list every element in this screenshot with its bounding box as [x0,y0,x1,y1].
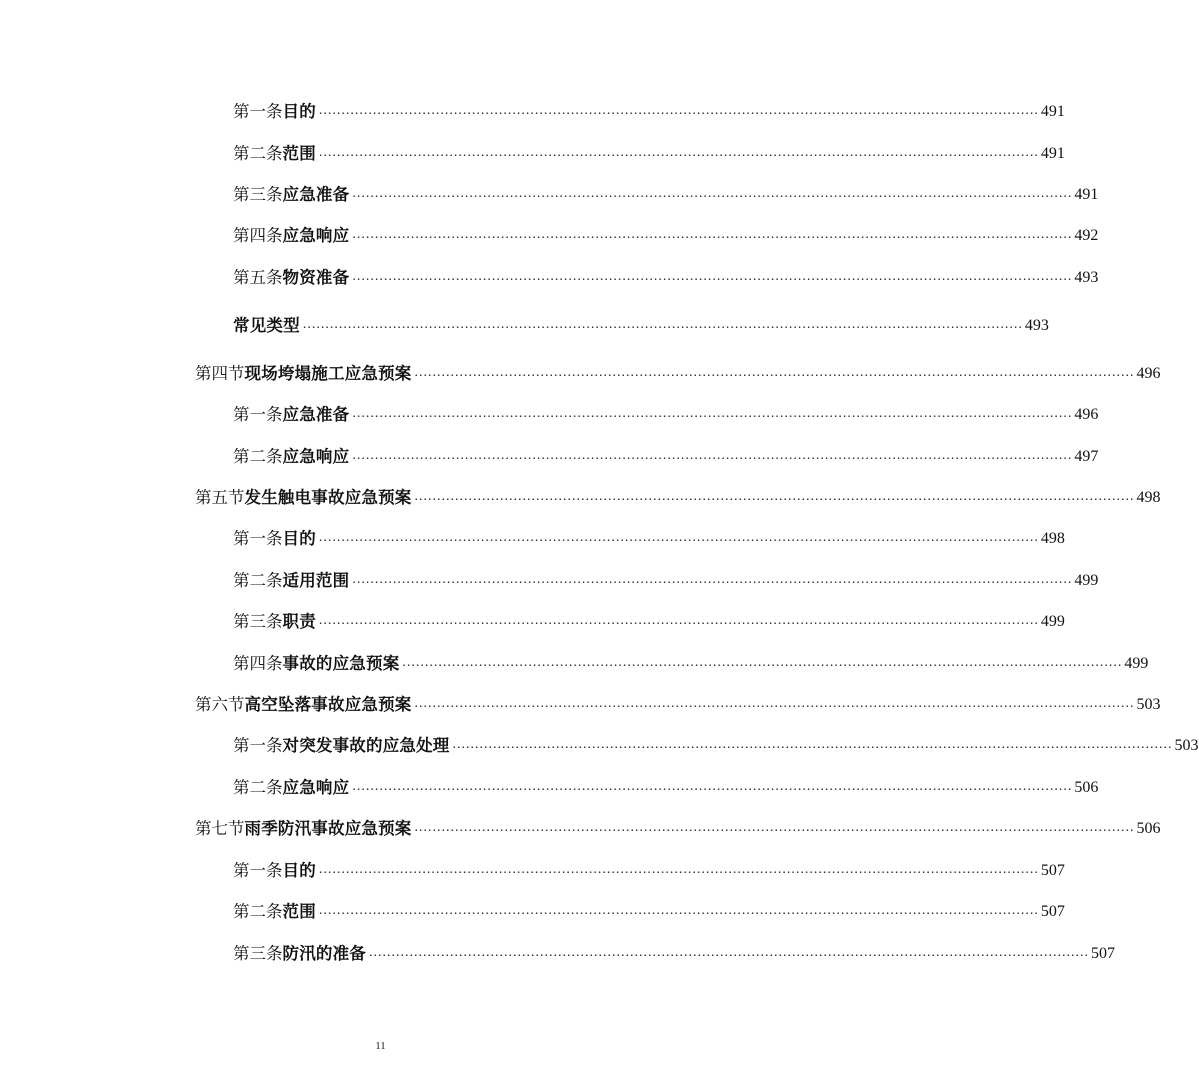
toc-entry-prefix: 第五节 [195,488,245,507]
toc-entry[interactable] [233,857,1065,881]
toc-entry-prefix: 第一条 [233,102,283,121]
toc-entry-prefix: 第三条 [233,944,283,963]
toc-entry-prefix: 第七节 [195,819,245,838]
toc-entry-prefix: 第一条 [233,861,283,880]
toc-entry-page: 499 [1074,572,1099,589]
toc-entry[interactable] [233,898,1065,922]
toc-entry[interactable] [195,815,1161,839]
toc-entry-prefix: 第三条 [233,185,283,204]
dot-leader: ................................................................................................................................................................ [318,862,1039,877]
toc-entry-title: 目的 [282,861,316,880]
toc-entry-page: 499 [1040,613,1065,630]
toc-entry-page: 506 [1074,779,1099,796]
dot-leader: ................................................................................................................................................................ [318,903,1039,918]
toc-entry[interactable] [233,732,1199,756]
dot-leader: ................................................................................................................................................................ [369,945,1089,960]
toc-entry-title: 现场垮塌施工应急预案 [244,364,412,383]
toc-entry[interactable] [233,650,1149,674]
dot-leader: ................................................................................................................................................................ [302,317,1023,332]
dot-leader: ................................................................................................................................................................ [352,406,1073,421]
toc-entry-title: 物资准备 [282,268,350,287]
dot-leader: ................................................................................................................................................................ [318,530,1039,545]
toc-entry-page: 503 [1174,737,1199,754]
toc-entry-page: 493 [1024,317,1049,334]
toc-entry-prefix: 第一条 [233,736,283,755]
toc-entry-page: 491 [1040,103,1065,120]
dot-leader: ................................................................................................................................................................ [318,613,1039,628]
toc-entry-page: 491 [1074,186,1099,203]
toc-entry-prefix: 第六节 [195,695,245,714]
toc-entry-page: 491 [1040,145,1065,162]
toc-entry-title: 雨季防汛事故应急预案 [244,819,412,838]
toc-entry-prefix: 第二条 [233,778,283,797]
toc-entry-title: 目的 [282,102,316,121]
toc-entry-title: 应急响应 [282,226,350,245]
toc-entry-page: 492 [1074,227,1099,244]
toc-entry[interactable] [233,222,1099,246]
dot-leader: ................................................................................................................................................................ [352,448,1073,463]
dot-leader: ................................................................................................................................................................ [352,572,1073,587]
toc-entry-title: 目的 [282,529,316,548]
toc-entry-page: 507 [1040,903,1065,920]
toc-entry[interactable] [195,691,1161,715]
toc-entry[interactable] [233,940,1115,964]
dot-leader: ................................................................................................................................................................ [352,269,1073,284]
dot-leader: ................................................................................................................................................................ [414,696,1135,711]
page-number: 11 [375,1040,386,1052]
toc-entry-title: 应急准备 [282,405,350,424]
toc-entry-page: 498 [1040,530,1065,547]
toc-entry-prefix: 第一条 [233,405,283,424]
toc-entry[interactable] [233,443,1099,467]
toc-entry-page: 497 [1074,448,1099,465]
dot-leader: ................................................................................................................................................................ [414,365,1135,380]
toc-entry-page: 506 [1136,820,1161,837]
toc-entry-title: 范围 [282,902,316,921]
toc-entry-title: 高空坠落事故应急预案 [244,695,412,714]
toc-entry-prefix: 第二条 [233,571,283,590]
toc-entry-prefix: 第四条 [233,226,283,245]
toc-entry-title: 常见类型 [233,316,300,335]
dot-leader: ................................................................................................................................................................ [318,145,1039,160]
toc-entry-title: 适用范围 [282,571,350,590]
toc-entry[interactable] [233,312,1049,336]
dot-leader: ................................................................................................................................................................ [352,227,1073,242]
dot-leader: ................................................................................................................................................................ [414,820,1135,835]
toc-entry[interactable] [233,567,1099,591]
toc-entry-page: 503 [1136,696,1161,713]
toc-entry[interactable] [233,140,1065,164]
dot-leader: ................................................................................................................................................................ [352,186,1073,201]
toc-entry-page: 496 [1074,406,1099,423]
toc-entry-title: 防汛的准备 [282,944,366,963]
toc-entry-prefix: 第二条 [233,447,283,466]
toc-entry-prefix: 第二条 [233,144,283,163]
toc-entry-title: 范围 [282,144,316,163]
toc-entry-page: 507 [1040,862,1065,879]
toc-entry-prefix: 第一条 [233,529,283,548]
toc-entry-prefix: 第四节 [195,364,245,383]
toc-entry-prefix: 第三条 [233,612,283,631]
toc-entry-title: 事故的应急预案 [282,654,400,673]
toc-entry-page: 498 [1136,489,1161,506]
toc-entry-prefix: 第五条 [233,268,283,287]
dot-leader: ................................................................................................................................................................ [452,737,1173,752]
toc-entry[interactable] [195,360,1161,384]
dot-leader: ................................................................................................................................................................ [414,489,1135,504]
toc-entry[interactable] [233,525,1065,549]
toc-entry[interactable] [233,264,1099,288]
toc-entry-page: 496 [1136,365,1161,382]
toc-entry[interactable] [233,181,1099,205]
toc-entry[interactable] [233,401,1099,425]
dot-leader: ................................................................................................................................................................ [402,655,1123,670]
toc-entry-prefix: 第四条 [233,654,283,673]
toc-entry-title: 应急响应 [282,447,350,466]
dot-leader: ................................................................................................................................................................ [352,779,1073,794]
toc-entry-page: 493 [1074,269,1099,286]
toc-entry[interactable] [233,774,1099,798]
toc-entry[interactable] [233,608,1065,632]
toc-entry-title: 应急准备 [282,185,350,204]
toc-entry-title: 职责 [282,612,316,631]
toc-entry-title: 对突发事故的应急处理 [282,736,450,755]
toc-entry-page: 499 [1124,655,1149,672]
toc-entry-page: 507 [1091,945,1115,962]
dot-leader: ................................................................................................................................................................ [318,103,1039,118]
toc-entry-title: 发生触电事故应急预案 [244,488,412,507]
toc-entry-prefix: 第二条 [233,902,283,921]
toc-entry[interactable] [233,98,1065,122]
toc-entry[interactable] [195,484,1161,508]
toc-entry-title: 应急响应 [282,778,350,797]
